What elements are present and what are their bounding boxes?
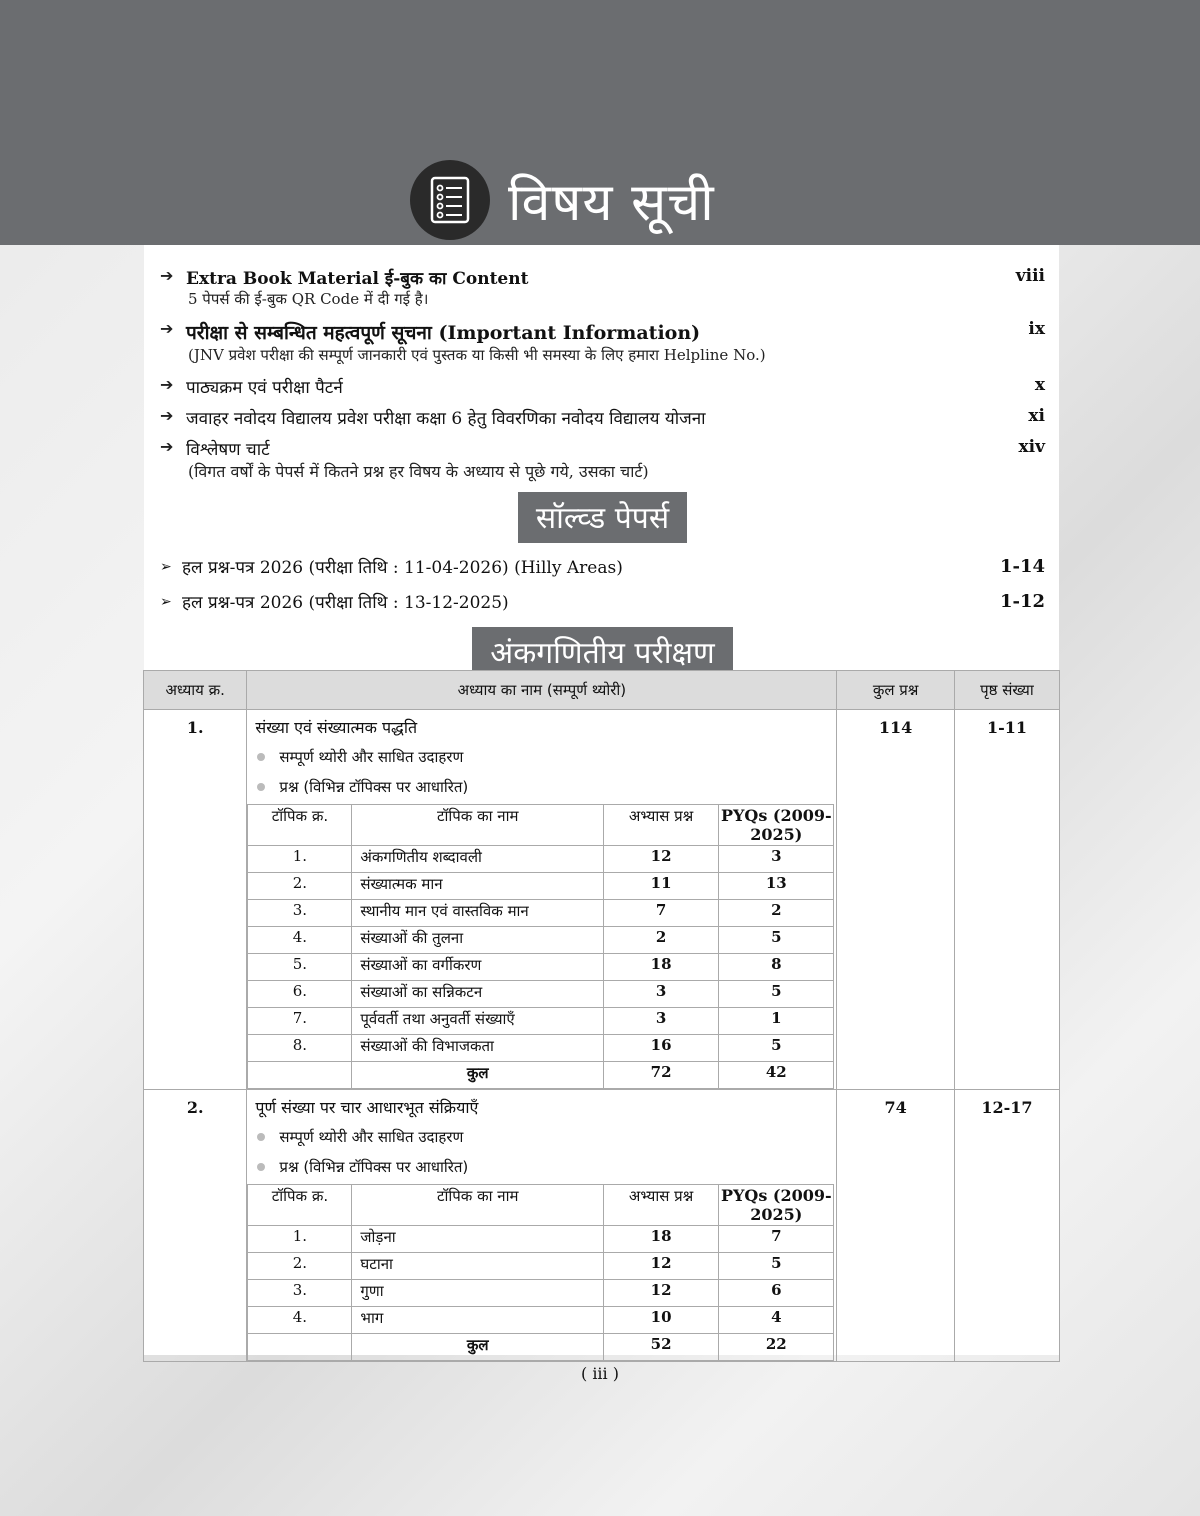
toc-item-label: पाठ्यक्रम एवं परीक्षा पैटर्न bbox=[186, 378, 343, 398]
sub-col-header: PYQs (2009-2025) bbox=[719, 1185, 834, 1226]
empty-cell bbox=[248, 1062, 352, 1089]
topic-row bbox=[248, 927, 834, 954]
topic-name: पूर्ववर्ती तथा अनुवर्ती संख्याएँ bbox=[352, 1008, 604, 1035]
topic-pyq: 5 bbox=[719, 927, 834, 954]
page-number: ( iii ) bbox=[580, 1364, 619, 1383]
topic-pyq: 1 bbox=[719, 1008, 834, 1035]
topic-no: 3. bbox=[248, 1280, 352, 1307]
bullet-icon bbox=[257, 1163, 265, 1171]
toc-item-sub: 5 पेपर्स की ई-बुक QR Code में दी गई है। bbox=[188, 290, 429, 308]
topic-name: स्थानीय मान एवं वास्तविक मान bbox=[352, 900, 604, 927]
col-header: पृष्ठ संख्या bbox=[954, 671, 1059, 710]
topic-row bbox=[248, 1307, 834, 1334]
total-practice: 72 bbox=[604, 1062, 719, 1089]
topic-no: 4. bbox=[248, 927, 352, 954]
topic-practice: 2 bbox=[604, 927, 719, 954]
total-pyq: 42 bbox=[719, 1062, 834, 1089]
col-header: अध्याय क्र. bbox=[144, 671, 247, 710]
topic-practice: 3 bbox=[604, 981, 719, 1008]
topic-no: 6. bbox=[248, 981, 352, 1008]
topic-practice: 18 bbox=[604, 954, 719, 981]
toc-item-label: परीक्षा से सम्बन्धित महत्वपूर्ण सूचना (Important Information) bbox=[186, 322, 701, 344]
paper-item-page: 1-12 bbox=[999, 591, 1045, 612]
sub-col-header: टॉपिक का नाम bbox=[352, 1185, 604, 1226]
arrow-icon: ➔ bbox=[160, 266, 174, 285]
total-practice: 52 bbox=[604, 1334, 719, 1361]
topic-practice: 12 bbox=[604, 846, 719, 873]
topic-table bbox=[247, 1184, 834, 1361]
toc-item-label: जवाहर नवोदय विद्यालय प्रवेश परीक्षा कक्षा 6 हेतु विवरणिका नवोदय विद्यालय योजना bbox=[186, 409, 706, 429]
topic-no: 1. bbox=[248, 1226, 352, 1253]
topic-name: संख्याओं की विभाजकता bbox=[352, 1035, 604, 1062]
topic-total-row bbox=[248, 1334, 834, 1361]
topic-pyq: 5 bbox=[719, 1253, 834, 1280]
toc bbox=[160, 262, 1045, 678]
topic-pyq: 3 bbox=[719, 846, 834, 873]
chapter-pages: 12-17 bbox=[954, 1090, 1059, 1362]
toc-item bbox=[160, 266, 1045, 289]
topic-practice: 3 bbox=[604, 1008, 719, 1035]
bullet-text: सम्पूर्ण थ्योरी और साधित उदाहरण bbox=[279, 748, 464, 766]
header bbox=[410, 155, 715, 245]
chapter-no: 2. bbox=[144, 1090, 247, 1362]
list-document-icon bbox=[410, 160, 490, 240]
section-title: सॉल्व्ड पेपर्स bbox=[518, 492, 687, 543]
topic-row bbox=[248, 954, 834, 981]
topic-name: अंकगणितीय शब्दावली bbox=[352, 846, 604, 873]
toc-item-page: viii bbox=[1015, 266, 1045, 286]
arrow-icon: ➔ bbox=[160, 406, 174, 425]
chapter-cell bbox=[247, 710, 837, 1090]
topic-name: भाग bbox=[352, 1307, 604, 1334]
topic-practice: 7 bbox=[604, 900, 719, 927]
topic-pyq: 8 bbox=[719, 954, 834, 981]
col-header: अध्याय का नाम (सम्पूर्ण थ्योरी) bbox=[247, 671, 837, 710]
topic-row bbox=[248, 1253, 834, 1280]
chapter-cell bbox=[247, 1090, 837, 1362]
topic-pyq: 6 bbox=[719, 1280, 834, 1307]
total-pyq: 22 bbox=[719, 1334, 834, 1361]
toc-item bbox=[160, 375, 1045, 398]
topic-practice: 16 bbox=[604, 1035, 719, 1062]
topic-pyq: 4 bbox=[719, 1307, 834, 1334]
chapter-row bbox=[144, 1090, 1060, 1362]
topic-pyq: 5 bbox=[719, 981, 834, 1008]
topic-row bbox=[248, 1035, 834, 1062]
topic-row bbox=[248, 981, 834, 1008]
topic-pyq: 7 bbox=[719, 1226, 834, 1253]
bullet-icon bbox=[257, 1133, 265, 1141]
topic-name: संख्याओं का सन्निकटन bbox=[352, 981, 604, 1008]
topic-no: 1. bbox=[248, 846, 352, 873]
toc-item-page: xiv bbox=[1018, 437, 1045, 457]
chapter-total-questions: 114 bbox=[837, 710, 955, 1090]
toc-item-label: विश्लेषण चार्ट bbox=[186, 440, 270, 460]
topic-name: संख्याओं की तुलना bbox=[352, 927, 604, 954]
arrow-icon: ➔ bbox=[160, 375, 174, 394]
topic-row bbox=[248, 900, 834, 927]
toc-item-label: Extra Book Material ई-बुक का Content bbox=[186, 269, 529, 289]
topic-pyq: 2 bbox=[719, 900, 834, 927]
paper-item-label: हल प्रश्न-पत्र 2026 (परीक्षा तिथि : 11-04-2026) (Hilly Areas) bbox=[182, 558, 623, 578]
topic-row bbox=[248, 846, 834, 873]
chapter-row bbox=[144, 710, 1060, 1090]
topic-table bbox=[247, 804, 834, 1089]
topic-name: जोड़ना bbox=[352, 1226, 604, 1253]
topic-practice: 10 bbox=[604, 1307, 719, 1334]
topic-header-row bbox=[248, 1185, 834, 1226]
topic-no: 2. bbox=[248, 873, 352, 900]
arrow-icon: ➔ bbox=[160, 319, 174, 338]
toc-item-sub: (JNV प्रवेश परीक्षा की सम्पूर्ण जानकारी एवं पुस्तक या किसी भी समस्या के लिए हमारा Helpline No.) bbox=[188, 346, 766, 364]
total-label: कुल bbox=[352, 1334, 604, 1361]
chapter-total-questions: 74 bbox=[837, 1090, 955, 1362]
chapter-no: 1. bbox=[144, 710, 247, 1090]
contents-table bbox=[143, 670, 1060, 1362]
bullet-item bbox=[247, 740, 836, 770]
paper-item bbox=[160, 555, 1045, 578]
topic-practice: 18 bbox=[604, 1226, 719, 1253]
topic-row bbox=[248, 1226, 834, 1253]
paper-item bbox=[160, 590, 1045, 613]
toc-item-sub: (विगत वर्षों के पेपर्स में कितने प्रश्न हर विषय के अध्याय से पूछे गये, उसका चार्ट) bbox=[188, 462, 649, 481]
toc-item-page: ix bbox=[1028, 319, 1045, 339]
total-label: कुल bbox=[352, 1062, 604, 1089]
paper-item-label: हल प्रश्न-पत्र 2026 (परीक्षा तिथि : 13-12-2025) bbox=[182, 593, 509, 613]
topic-row bbox=[248, 873, 834, 900]
page-title: विषय सूची bbox=[508, 172, 715, 233]
empty-cell bbox=[248, 1334, 352, 1361]
topic-practice: 11 bbox=[604, 873, 719, 900]
sub-col-header: टॉपिक क्र. bbox=[248, 1185, 352, 1226]
topic-no: 5. bbox=[248, 954, 352, 981]
bullet-text: प्रश्न (विभिन्न टॉपिक्स पर आधारित) bbox=[279, 1158, 469, 1176]
topic-name: संख्यात्मक मान bbox=[352, 873, 604, 900]
topic-no: 8. bbox=[248, 1035, 352, 1062]
chapter-name: पूर्ण संख्या पर चार आधारभूत संक्रियाएँ bbox=[255, 1098, 479, 1117]
bullet-icon bbox=[257, 753, 265, 761]
bullet-item bbox=[247, 770, 836, 800]
toc-item bbox=[160, 406, 1045, 429]
sub-col-header: PYQs (2009-2025) bbox=[719, 805, 834, 846]
chapter-name: संख्या एवं संख्यात्मक पद्धति bbox=[255, 718, 418, 737]
topic-total-row bbox=[248, 1062, 834, 1089]
toc-item bbox=[160, 437, 1045, 460]
sub-col-header: अभ्यास प्रश्न bbox=[604, 805, 719, 846]
bullet-item bbox=[247, 1150, 836, 1180]
toc-item bbox=[160, 319, 1045, 345]
toc-item-page: x bbox=[1034, 375, 1045, 395]
paper-item-page: 1-14 bbox=[999, 556, 1045, 577]
topic-row bbox=[248, 1280, 834, 1307]
col-header: कुल प्रश्न bbox=[837, 671, 955, 710]
toc-item-page: xi bbox=[1028, 406, 1045, 426]
topic-pyq: 5 bbox=[719, 1035, 834, 1062]
topic-name: घटाना bbox=[352, 1253, 604, 1280]
topic-header-row bbox=[248, 805, 834, 846]
triangle-bullet-icon: ➢ bbox=[160, 593, 172, 610]
sub-col-header: टॉपिक क्र. bbox=[248, 805, 352, 846]
topic-practice: 12 bbox=[604, 1253, 719, 1280]
chapter-pages: 1-11 bbox=[954, 710, 1059, 1090]
topic-practice: 12 bbox=[604, 1280, 719, 1307]
topic-row bbox=[248, 1008, 834, 1035]
bullet-icon bbox=[257, 783, 265, 791]
topic-no: 4. bbox=[248, 1307, 352, 1334]
bullet-item bbox=[247, 1120, 836, 1150]
bullet-text: प्रश्न (विभिन्न टॉपिक्स पर आधारित) bbox=[279, 778, 469, 796]
topic-pyq: 13 bbox=[719, 873, 834, 900]
bullet-text: सम्पूर्ण थ्योरी और साधित उदाहरण bbox=[279, 1128, 464, 1146]
topic-no: 2. bbox=[248, 1253, 352, 1280]
topic-no: 7. bbox=[248, 1008, 352, 1035]
solved-section-heading bbox=[160, 492, 1045, 543]
sub-col-header: टॉपिक का नाम bbox=[352, 805, 604, 846]
triangle-bullet-icon: ➢ bbox=[160, 558, 172, 575]
topic-name: गुणा bbox=[352, 1280, 604, 1307]
topic-no: 3. bbox=[248, 900, 352, 927]
topic-name: संख्याओं का वर्गीकरण bbox=[352, 954, 604, 981]
section-title: अंकगणितीय परीक्षण bbox=[472, 627, 732, 678]
arrow-icon: ➔ bbox=[160, 437, 174, 456]
sub-col-header: अभ्यास प्रश्न bbox=[604, 1185, 719, 1226]
